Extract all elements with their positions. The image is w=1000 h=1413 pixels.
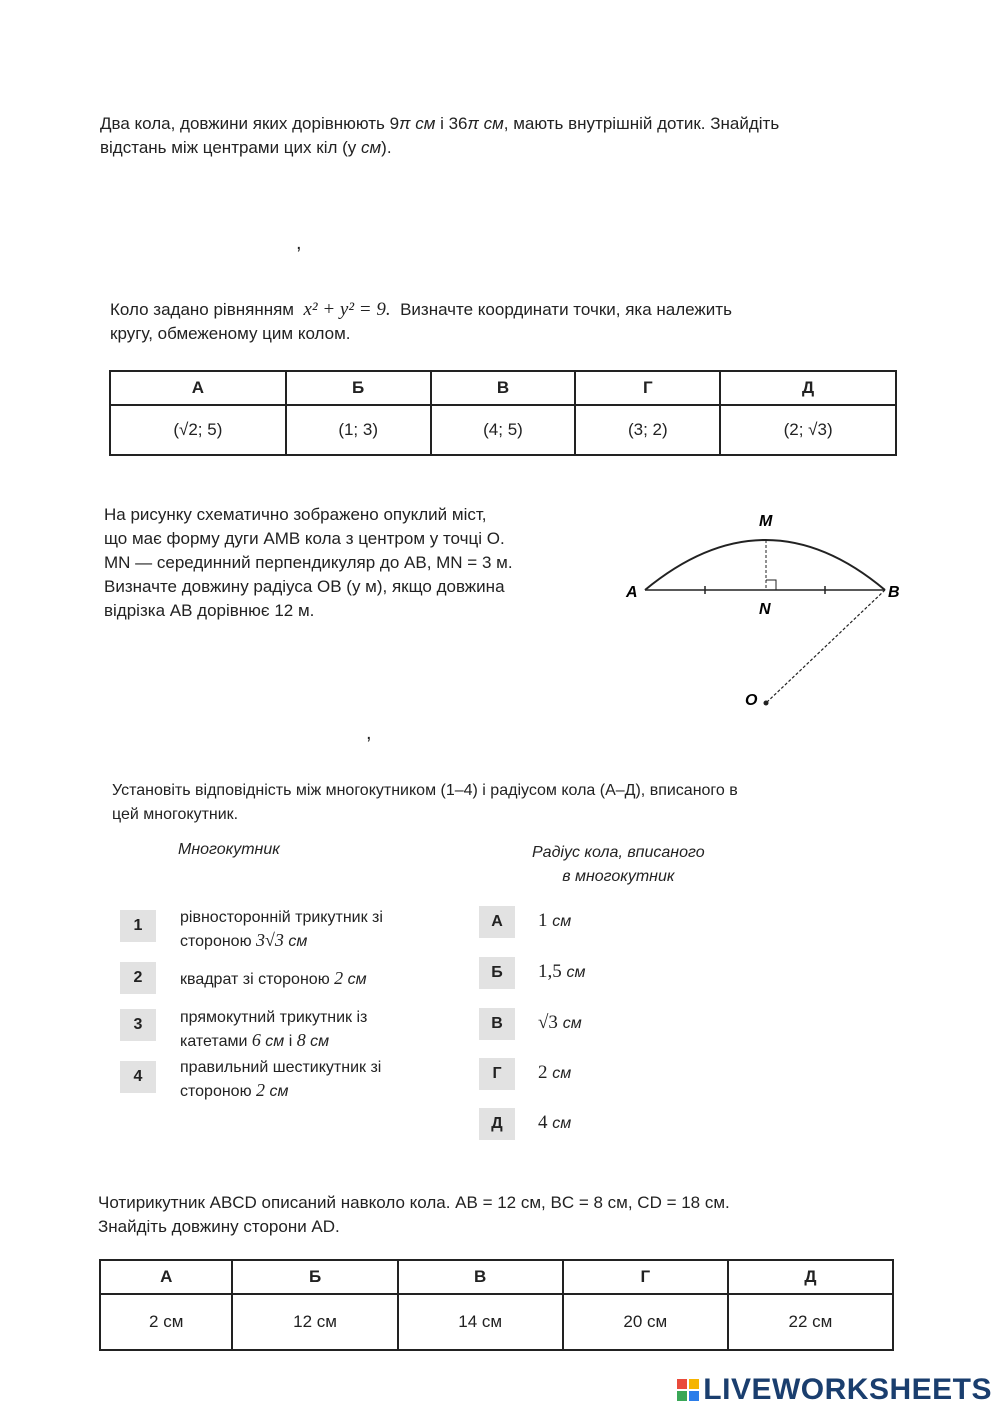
item-number-4: 4 xyxy=(120,1061,156,1093)
option-header-d: Д xyxy=(720,371,896,405)
option-letter-d: Д xyxy=(479,1108,515,1140)
question-3-line: відрізка AB дорівнює 12 м. xyxy=(104,601,315,620)
option-letter-a: А xyxy=(479,906,515,938)
question-2-answer-table xyxy=(109,370,897,456)
question-3-line: Визначте довжину радіуса OB (у м), якщо довжина xyxy=(104,577,505,596)
option-header-a: А xyxy=(100,1260,232,1294)
item-4-line-2: стороною 2 см xyxy=(180,1080,289,1100)
option-value-a: (√2; 5) xyxy=(110,405,286,455)
option-letter-b: Б xyxy=(479,957,515,989)
arc-amb xyxy=(645,540,885,590)
option-value-g: 20 см xyxy=(563,1294,728,1350)
circle-equation: x² + y² = 9. xyxy=(303,299,391,320)
option-header-b: Б xyxy=(286,371,431,405)
item-1-line-2: стороною 3√3 см xyxy=(180,930,308,950)
label-a: A xyxy=(626,584,638,601)
option-value-b: (1; 3) xyxy=(286,405,431,455)
option-value-d: (2; √3) xyxy=(720,405,896,455)
radius-ob xyxy=(766,590,885,703)
table-header-row xyxy=(100,1260,893,1294)
column-header-polygon: Многокутник xyxy=(178,841,280,858)
item-number-1: 1 xyxy=(120,910,156,942)
liveworksheets-logo xyxy=(677,1373,992,1407)
answer-slot-1: , xyxy=(296,232,302,254)
item-1-line-1: рівносторонній трикутник зі xyxy=(180,909,383,926)
question-5-line-1: Чотирикутник ABCD описаний навколо кола. AB = 12 см, BC = 8 см, CD = 18 см. xyxy=(98,1193,730,1212)
option-value-g: (3; 2) xyxy=(575,405,720,455)
bridge-diagram xyxy=(620,500,920,720)
table-header-row xyxy=(110,371,896,405)
question-5-line-2: Знайдіть довжину сторони AD. xyxy=(98,1217,340,1236)
item-2-text: квадрат зі стороною 2 см xyxy=(180,968,367,988)
option-header-g: Г xyxy=(575,371,720,405)
question-3-text xyxy=(104,503,614,623)
option-header-v: В xyxy=(431,371,576,405)
item-3-line-2: катетами 6 см і 8 см xyxy=(180,1030,330,1050)
option-value-d: 22 см xyxy=(728,1294,893,1350)
question-4-intro xyxy=(112,779,902,827)
option-g-radius: 2 см xyxy=(538,1062,572,1083)
column-header-radius-line-2: в многокутник xyxy=(562,868,675,885)
option-a-radius: 1 см xyxy=(538,910,572,931)
question-4-line-1: Установіть відповідність між многокутником (1–4) і радіусом кола (А–Д), вписаного в xyxy=(112,782,738,799)
option-header-g: Г xyxy=(563,1260,728,1294)
item-4-line-1: правильний шестикутник зі xyxy=(180,1059,382,1076)
question-2-text xyxy=(110,298,910,346)
option-value-v: (4; 5) xyxy=(431,405,576,455)
column-header-radius-line-1: Радіус кола, вписаного xyxy=(532,844,705,861)
option-letter-v: В xyxy=(479,1008,515,1040)
question-3-line: На рисунку схематично зображено опуклий міст, xyxy=(104,505,487,524)
column-header-radius xyxy=(532,841,705,889)
center-point-o xyxy=(764,701,769,706)
question-2-line-1: Коло задано рівнянням x² + y² = 9. Визначте координати точки, яка належить xyxy=(110,299,732,320)
label-n: N xyxy=(759,601,771,618)
option-header-d: Д xyxy=(728,1260,893,1294)
item-3-line-1: прямокутний трикутник із xyxy=(180,1009,368,1026)
question-2-line-2: кругу, обмеженому цим колом. xyxy=(110,324,351,343)
question-1-line-2: відстань між центрами цих кіл (у см). xyxy=(100,138,392,157)
label-o: O xyxy=(745,692,758,709)
option-value-a: 2 см xyxy=(100,1294,232,1350)
item-number-2: 2 xyxy=(120,962,156,994)
option-value-v: 14 см xyxy=(398,1294,563,1350)
option-header-v: В xyxy=(398,1260,563,1294)
question-1-line-1: Два кола, довжини яких дорівнюють 9π см і 36π см, мають внутрішній дотик. Знайдіть xyxy=(100,114,780,133)
option-letter-g: Г xyxy=(479,1058,515,1090)
label-b: B xyxy=(888,584,900,601)
answer-slot-2: , xyxy=(366,722,372,744)
item-3-text xyxy=(180,1006,367,1053)
option-header-a: А xyxy=(110,371,286,405)
logo-icon xyxy=(677,1375,699,1397)
option-header-b: Б xyxy=(232,1260,397,1294)
item-number-3: 3 xyxy=(120,1009,156,1041)
question-5-text xyxy=(98,1191,918,1239)
item-4-text xyxy=(180,1056,381,1103)
item-1-text xyxy=(180,906,383,953)
question-4-line-2: цей многокутник. xyxy=(112,806,239,823)
option-b-radius: 1,5 см xyxy=(538,961,586,982)
table-value-row xyxy=(100,1294,893,1350)
option-d-radius: 4 см xyxy=(538,1112,572,1133)
question-5-answer-table xyxy=(99,1259,894,1351)
table-value-row xyxy=(110,405,896,455)
question-1-text xyxy=(100,112,920,160)
option-v-radius: √3 см xyxy=(538,1012,582,1033)
option-value-b: 12 см xyxy=(232,1294,397,1350)
right-angle-mark xyxy=(766,580,776,590)
label-m: M xyxy=(759,513,773,530)
question-3-line: що має форму дуги AMB кола з центром у точці O. xyxy=(104,529,505,548)
logo-text: LIVEWORKSHEETS xyxy=(703,1373,992,1406)
question-3-line: MN — серединний перпендикуляр до AB, MN = 3 м. xyxy=(104,553,513,572)
